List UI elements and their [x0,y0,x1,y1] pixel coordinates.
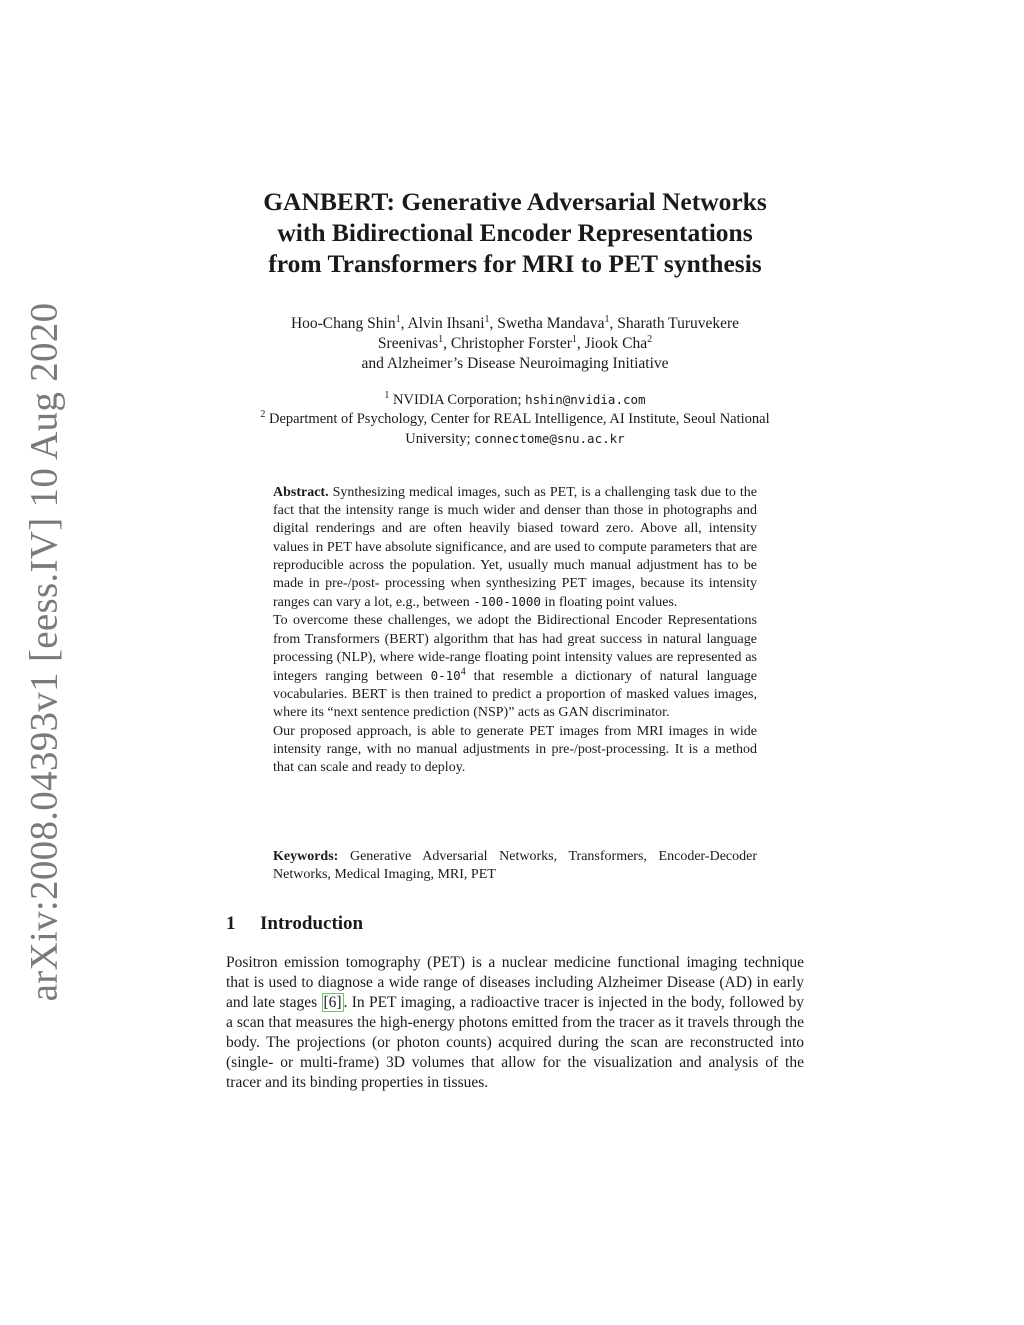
affiliation-marker: 1 [484,313,490,325]
author-name: , Sharath Turuvekere [609,315,740,332]
author-name: , Jiook Cha [576,335,648,352]
paper-title [180,186,850,279]
intro-text: . In PET imaging, a radioactive tracer is injected in the body, followed by a scan that measures the high-energy photons emitted from the tracer as it travels through the body. The projections (or photon counts) acquired during the scan are reconstructed into (single- or multi-frame) 3D volumes that allow for the visualization and analysis of the tracer and its binding properties in tissues. [226,994,804,1091]
intro-text: Positron emission tomography (PET) is a nuclear medicine functional imaging technique that is used to diagnose a wide range of diseases including Alzheimer Disease (AD) in early and late stages [226,954,804,1011]
arxiv-identifier-stamp: arXiv:2008.04393v1 [eess.IV] 10 Aug 2020 [22,302,66,1002]
abstract-paragraph-2 [273,612,757,722]
abstract-text: To overcome these challenges, we adopt the Bidirectional Encoder Representations from Transformers (BERT) algorithm that has had great success in natural language processing (NLP), where wide-range floating point intensity values are represented as integers ranging between [273,613,757,685]
author-list [200,314,830,374]
section-number: 1 [226,913,236,934]
keywords-label: Keywords: [273,849,339,864]
abstract-text: that resemble a dictionary of natural language vocabularies. BERT is then trained to predict a proportion of masked values images, where its “next sentence prediction (NSP)” acts as GAN discriminator. [273,669,757,721]
abstract-text: in floating point values. [540,595,678,611]
abstract-paragraph-1 [273,484,757,612]
title-line-1: GANBERT: Generative Adversarial Networks [263,187,767,216]
inline-code: -100-1000 [473,594,541,610]
email-link[interactable]: hshin@nvidia.com [525,392,646,407]
exponent: 4 [460,666,466,678]
section-title: Introduction [260,913,364,934]
author-name: , Alvin Ihsani [400,315,485,332]
author-line-2 [200,334,830,354]
affiliation-1 [230,390,800,410]
citation-link[interactable]: [6] [323,994,342,1011]
author-name: Hoo-Chang Shin [290,315,396,332]
introduction-paragraph [226,953,804,1093]
author-line-1 [200,314,830,334]
keywords-text: Generative Adversarial Networks, Transformers, Encoder-Decoder Networks, Medical Imaging, MRI, PET [273,849,757,883]
affiliation-text: Department of Psychology, Center for REAL Intelligence, AI Institute, Seoul National University; [265,411,770,447]
inline-code: 0-10 [430,668,461,684]
affiliation-2 [230,410,800,449]
author-name: , Christopher Forster [443,335,572,352]
affiliation-marker: 1 [604,313,610,325]
abstract-text: Synthesizing medical images, such as PET, is a challenging task due to the fact that the intensity range is much wider and denser than those in photographs and digital renderings and are often heavily biased toward zero. Above all, intensity values in PET have absolute significance, and are used to compute parameters that are reproducible across the population. Yet, usually much manual adjustment has to be made in pre-/post- processing when synthesizing PET images, because its intensity ranges can vary a lot, e.g., between [273,485,757,611]
email-link[interactable]: connectome@snu.ac.kr [474,431,625,446]
abstract [273,484,757,777]
affiliation-marker: 1 [438,333,444,345]
author-name: , Swetha Mandava [489,315,605,332]
title-line-2: with Bidirectional Encoder Representations [277,218,753,247]
title-line-3: from Transformers for MRI to PET synthesis [268,249,762,278]
affiliation-marker: 2 [647,333,653,345]
affiliation-marker: 2 [260,409,266,421]
affiliation-text: NVIDIA Corporation; [389,392,526,408]
author-line-3: and Alzheimer’s Disease Neuroimaging Initiative [361,355,669,372]
section-heading-introduction [226,913,363,935]
keywords [273,848,757,884]
abstract-paragraph-3: Our proposed approach, is able to generate PET images from MRI images in wide intensity range, with no manual adjustments in pre-/post-processing. It is a method that can scale and ready to deploy. [273,723,757,776]
affiliation-marker: 1 [395,313,401,325]
affiliation-marker: 1 [384,390,390,402]
abstract-label: Abstract. [273,485,329,500]
affiliations [230,390,800,449]
affiliation-marker: 1 [571,333,577,345]
author-name: Sreenivas [377,335,439,352]
